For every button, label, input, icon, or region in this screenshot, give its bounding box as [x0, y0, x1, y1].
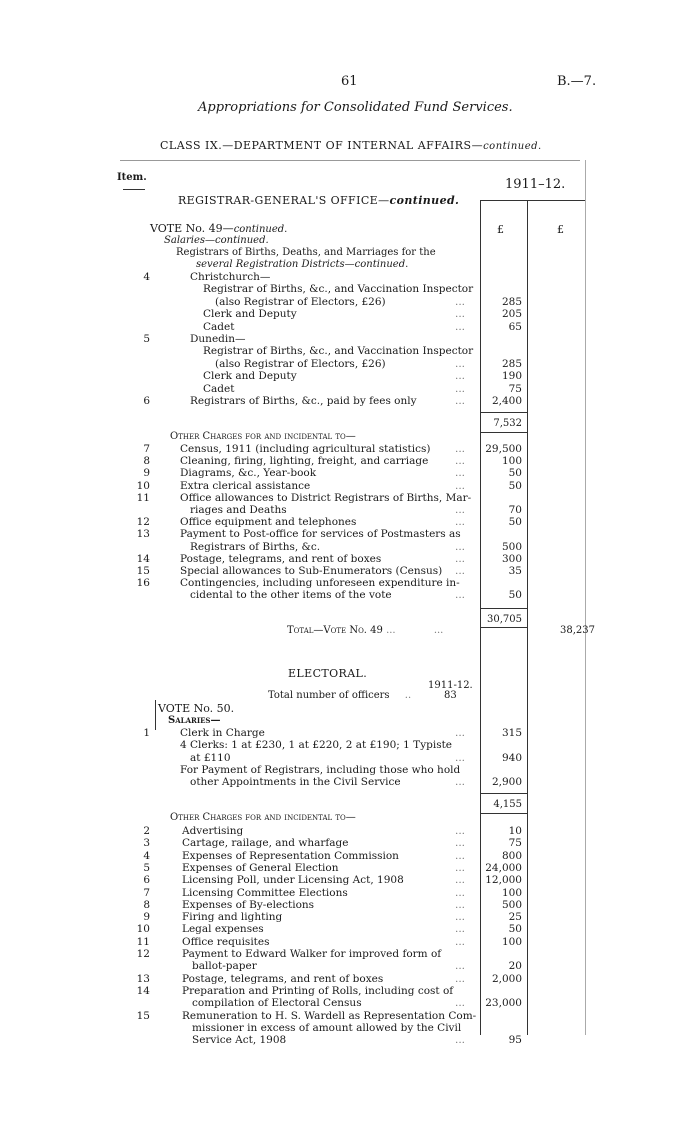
- electoral-other-description: Remuneration to H. S. Wardell as Representation Com-: [182, 1009, 477, 1022]
- electoral-other-description: Postage, telegrams, and rent of boxes: [182, 972, 384, 985]
- electoral-other-item-number: 11: [136, 935, 150, 948]
- class-heading-cont: continued.: [483, 141, 542, 152]
- electoral-salary-row: [0, 776, 700, 789]
- registrar-salary-description: Cadet: [203, 320, 235, 333]
- electoral-other-description: Service Act, 1908: [192, 1034, 287, 1047]
- registrar-other-item-number: 15: [136, 565, 150, 577]
- registrar-salary-row: [0, 296, 700, 309]
- registrar-other-leader-dots: ...: [455, 589, 466, 602]
- electoral-other-row: [0, 936, 700, 949]
- electoral-salary-row: [0, 764, 700, 777]
- registrar-other-row: [0, 577, 700, 590]
- electoral-other-item-number: 4: [143, 849, 150, 862]
- electoral-other-amount: 95: [508, 1034, 522, 1047]
- electoral-other-leader-dots: ...: [455, 923, 466, 936]
- registrar-other-row: [0, 467, 700, 480]
- registrar-salary-description: Clerk and Deputy: [203, 308, 297, 321]
- electoral-salaries-heading: Salaries—: [168, 715, 221, 726]
- electoral-other-item-number: 6: [143, 874, 150, 887]
- registrar-title-text: REGISTRAR-GENERAL'S OFFICE—: [178, 194, 390, 207]
- electoral-other-description: missioner in excess of amount allowed by the Civil: [192, 1021, 462, 1034]
- electoral-other-description: compilation of Electoral Census: [192, 997, 362, 1010]
- electoral-other-row: [0, 985, 700, 998]
- registrar-other-description: cidental to the other items of the vote: [190, 589, 392, 602]
- registrar-salary-leader-dots: ...: [455, 308, 466, 321]
- vote-49-cont: continued.: [233, 224, 288, 235]
- registrar-other-leader-dots: ...: [455, 516, 466, 529]
- electoral-salary-leader-dots: ...: [455, 751, 466, 764]
- electoral-other-amount: 10: [508, 825, 522, 837]
- registrar-other-row: [0, 504, 700, 517]
- vote-50-heading: VOTE No. 50.: [158, 702, 235, 715]
- registrar-other-item-number: 7: [143, 443, 150, 455]
- electoral-other-row: [0, 973, 700, 986]
- registrar-other-leader-dots: ...: [455, 443, 466, 455]
- electoral-other-description: Advertising: [182, 825, 244, 837]
- registrar-other-item-number: 11: [136, 491, 150, 504]
- electoral-year: 1911-12.: [428, 680, 473, 691]
- electoral-other-leader-dots: ...: [455, 935, 466, 948]
- electoral-other-description: Expenses of Representation Commission: [182, 849, 399, 862]
- registrar-salary-row: [0, 358, 700, 371]
- registrar-other-item-number: 8: [143, 455, 150, 468]
- registrar-salary-amount: 75: [508, 382, 522, 395]
- registrar-salary-leader-dots: ...: [455, 357, 466, 370]
- electoral-other-row: [0, 837, 700, 850]
- registrar-salary-description: Dunedin—: [190, 333, 246, 345]
- registrar-salary-leader-dots: ...: [455, 370, 466, 383]
- registrar-other-description: Special allowances to Sub-Enumerators (Census): [180, 565, 443, 577]
- electoral-other-leader-dots: ...: [455, 898, 466, 911]
- registrar-other-amount: 500: [501, 540, 522, 553]
- registrar-other-row: [0, 589, 700, 602]
- registrar-other-row: [0, 541, 700, 554]
- registrar-other-leader-dots: ...: [455, 540, 466, 553]
- registrar-other-amount: 50: [508, 516, 522, 529]
- registrar-other-description: Postage, telegrams, and rent of boxes: [180, 552, 382, 565]
- registrar-salary-item-number: 4: [143, 271, 150, 283]
- electoral-other-row: [0, 850, 700, 863]
- electoral-other-leader-dots: ...: [455, 1034, 466, 1047]
- registrar-other-amount: 35: [508, 565, 522, 577]
- electoral-other-item-number: 8: [143, 898, 150, 911]
- electoral-other-row: [0, 997, 700, 1010]
- registrar-other-item-number: 16: [136, 577, 150, 590]
- registrar-other-row: [0, 443, 700, 456]
- electoral-other-description: Expenses of By-elections: [182, 898, 315, 911]
- electoral-other-description: Licensing Committee Elections: [182, 886, 348, 899]
- registrar-other-description: Payment to Post-office for services of Postmasters as: [180, 528, 461, 541]
- registrar-other-row: [0, 455, 700, 468]
- electoral-other-row: [0, 1010, 700, 1023]
- registrar-salary-row: [0, 345, 700, 358]
- registrar-other-description: Census, 1911 (including agricultural statistics): [180, 443, 431, 455]
- registrar-salary-description: Registrar of Births, &c., and Vaccination Inspector: [203, 283, 474, 296]
- registrar-salary-amount: 285: [501, 357, 522, 370]
- electoral-title: ELECTORAL.: [288, 667, 368, 680]
- electoral-salary-amount: 2,900: [491, 776, 522, 789]
- registrar-salary-description: (also Registrar of Electors, £26): [215, 357, 386, 370]
- registrar-salary-row: [0, 321, 700, 334]
- registrar-other-amount: 50: [508, 479, 522, 492]
- electoral-other-leader-dots: ...: [455, 849, 466, 862]
- registrar-other-row: [0, 492, 700, 505]
- page-number: 61: [341, 74, 358, 89]
- electoral-other-leader-dots: ...: [455, 874, 466, 887]
- registrar-salary-row: [0, 271, 700, 284]
- electoral-other-leader-dots: ...: [455, 825, 466, 837]
- registrar-other-leader-dots: ...: [455, 455, 466, 468]
- registrar-other-description: riages and Deaths: [190, 504, 287, 516]
- vote-49-heading: [150, 222, 287, 235]
- electoral-other-description: Cartage, railage, and wharfage: [182, 837, 349, 850]
- registrar-other-description: Extra clerical assistance: [180, 479, 311, 492]
- electoral-other-row: [0, 887, 700, 900]
- registrar-salary-description: Christchurch—: [190, 271, 271, 283]
- registrar-salary-amount: 285: [501, 295, 522, 308]
- officers-label-text: Total number of officers: [268, 690, 390, 701]
- registrar-salary-item-number: 5: [143, 333, 150, 345]
- registrar-other-leader-dots: ...: [455, 552, 466, 565]
- registrar-other-row: [0, 480, 700, 493]
- electoral-other-row: [0, 948, 700, 961]
- registrar-salary-amount: 190: [501, 370, 522, 383]
- vote-49-text: VOTE No. 49—: [150, 222, 234, 235]
- registrar-salaries-total: 7,532: [493, 418, 522, 429]
- registrar-total-rule: [480, 432, 527, 433]
- electoral-salary-item-number: 1: [143, 727, 150, 739]
- registrar-subtotal-rule: [480, 412, 527, 413]
- registrar-other-total: 30,705: [487, 614, 522, 625]
- year-header-rule: [480, 200, 585, 201]
- electoral-other-amount: 12,000: [485, 874, 522, 887]
- registrar-salary-row: [0, 370, 700, 383]
- header-rule: [120, 160, 580, 161]
- electoral-other-row: [0, 1022, 700, 1035]
- registrar-other-description: Office equipment and telephones: [180, 516, 357, 529]
- registrar-other-leader-dots: ...: [455, 504, 466, 516]
- electoral-other-row: [0, 825, 700, 838]
- registrar-other-amount: 50: [508, 467, 522, 480]
- electoral-salary-description: For Payment of Registrars, including those who hold: [180, 763, 461, 776]
- electoral-other-leader-dots: ...: [455, 972, 466, 985]
- electoral-other-description: ballot-paper: [192, 960, 257, 973]
- electoral-other-amount: 800: [501, 849, 522, 862]
- registrar-other-amount: 70: [508, 504, 522, 516]
- electoral-other-item-number: 14: [136, 984, 150, 997]
- electoral-salary-leader-dots: ...: [455, 776, 466, 789]
- registrar-other-description: Contingencies, including unforeseen expenditure in-: [180, 577, 460, 590]
- registrar-other-total-rule: [480, 627, 527, 628]
- electoral-other-row: [0, 923, 700, 936]
- electoral-salary-amount: 315: [501, 727, 522, 739]
- registrar-salary-row: [0, 383, 700, 396]
- electoral-salary-leader-dots: ...: [455, 727, 466, 739]
- officers-count: 83: [444, 690, 457, 701]
- electoral-other-leader-dots: ...: [455, 997, 466, 1010]
- registrar-salary-amount: 205: [501, 308, 522, 321]
- registrar-salary-description: Registrar of Births, &c., and Vaccination Inspector: [203, 345, 474, 358]
- electoral-salary-amount: 940: [501, 751, 522, 764]
- electoral-other-item-number: 13: [136, 972, 150, 985]
- registrars-line-2: several Registration Districts—continued.: [196, 259, 409, 270]
- electoral-other-amount: 50: [508, 923, 522, 936]
- electoral-bracket: [155, 700, 156, 730]
- class-heading: [160, 139, 542, 152]
- electoral-other-amount: 24,000: [485, 861, 522, 874]
- electoral-other-amount: 100: [501, 935, 522, 948]
- electoral-other-leader-dots: ...: [455, 911, 466, 924]
- registrar-other-row: [0, 516, 700, 529]
- registrar-other-item-number: 13: [136, 528, 150, 541]
- registrar-title-cont: continued.: [389, 194, 460, 207]
- electoral-other-amount: 20: [508, 960, 522, 973]
- electoral-other-leader-dots: ...: [455, 960, 466, 973]
- electoral-total-rule: [480, 813, 527, 814]
- registrar-salary-amount: 65: [508, 320, 522, 333]
- registrar-salary-row: [0, 308, 700, 321]
- pound-sign-2: £: [557, 223, 564, 236]
- registrar-other-charges-heading: Other Charges for and incidental to—: [170, 431, 356, 442]
- vote-49-total-label: Total—Vote No. 49 ... ...: [287, 625, 444, 636]
- registrar-other-row: [0, 528, 700, 541]
- electoral-other-item-number: 5: [143, 861, 150, 874]
- registrar-other-item-number: 12: [136, 516, 150, 529]
- item-header-rule: [123, 189, 145, 190]
- registrar-salary-leader-dots: ...: [455, 295, 466, 308]
- registrar-salary-leader-dots: ...: [455, 382, 466, 395]
- electoral-salary-description: 4 Clerks: 1 at £230, 1 at £220, 2 at £190; 1 Typiste: [180, 739, 453, 752]
- registrar-salary-leader-dots: ...: [455, 320, 466, 333]
- electoral-other-item-number: 7: [143, 886, 150, 899]
- electoral-other-row: [0, 960, 700, 973]
- electoral-other-amount: 25: [508, 911, 522, 924]
- registrar-salary-description: Registrars of Births, &c., paid by fees only: [190, 395, 417, 407]
- electoral-other-description: Licensing Poll, under Licensing Act, 1908: [182, 874, 404, 887]
- registrar-salary-leader-dots: ...: [455, 395, 466, 407]
- electoral-other-item-number: 12: [136, 948, 150, 960]
- salaries-heading: Salaries—continued.: [164, 235, 269, 246]
- electoral-salaries-total: 4,155: [493, 799, 522, 810]
- registrar-salary-item-number: 6: [143, 395, 150, 407]
- registrar-salary-row: [0, 283, 700, 296]
- electoral-subtotal-rule: [480, 793, 527, 794]
- electoral-other-amount: 500: [501, 898, 522, 911]
- registrar-other-rule: [480, 608, 527, 609]
- registrar-other-amount: 50: [508, 589, 522, 602]
- electoral-salary-description: other Appointments in the Civil Service: [190, 776, 401, 789]
- vote-49-total-text: Total—Vote No. 49: [287, 625, 383, 636]
- registrar-salary-amount: 2,400: [491, 395, 522, 407]
- electoral-other-description: Payment to Edward Walker for improved form of: [182, 948, 442, 960]
- electoral-other-row: [0, 911, 700, 924]
- electoral-other-amount: 100: [501, 886, 522, 899]
- electoral-other-description: Firing and lighting: [182, 911, 283, 924]
- registrar-other-description: Office allowances to District Registrars of Births, Mar-: [180, 491, 472, 504]
- registrar-salary-description: Clerk and Deputy: [203, 370, 297, 383]
- officers-label: Total number of officers ..: [268, 690, 412, 701]
- electoral-salary-description: at £110: [190, 751, 231, 764]
- registrar-other-row: [0, 565, 700, 578]
- registrar-other-item-number: 14: [136, 552, 150, 565]
- electoral-salary-row: [0, 739, 700, 752]
- electoral-other-item-number: 15: [136, 1009, 150, 1022]
- registrar-other-item-number: 10: [136, 479, 150, 492]
- registrar-other-leader-dots: ...: [455, 467, 466, 480]
- registrar-other-amount: 100: [501, 455, 522, 468]
- electoral-other-row: [0, 1034, 700, 1047]
- electoral-other-row: [0, 874, 700, 887]
- registrar-other-row: [0, 553, 700, 566]
- registrar-salary-description: (also Registrar of Electors, £26): [215, 295, 386, 308]
- electoral-salary-description: Clerk in Charge: [180, 727, 265, 739]
- registrar-other-amount: 300: [501, 552, 522, 565]
- year-column-header: 1911–12.: [505, 177, 566, 192]
- registrar-salary-row: [0, 333, 700, 346]
- registrar-other-item-number: 9: [143, 467, 150, 480]
- registrars-line-1: Registrars of Births, Deaths, and Marriages for the: [176, 247, 436, 258]
- electoral-other-description: Office requisites: [182, 935, 270, 948]
- registrar-other-leader-dots: ...: [455, 565, 466, 577]
- registrar-salary-row: [0, 395, 700, 408]
- electoral-salary-row: [0, 727, 700, 740]
- electoral-other-item-number: 2: [143, 825, 150, 837]
- electoral-other-charges-heading: Other Charges for and incidental to—: [170, 812, 356, 823]
- electoral-other-description: Preparation and Printing of Rolls, including cost of: [182, 984, 454, 997]
- electoral-other-leader-dots: ...: [455, 861, 466, 874]
- pound-sign-1: £: [497, 223, 504, 236]
- registrar-section-title: [178, 194, 459, 207]
- registrar-other-amount: 29,500: [485, 443, 522, 455]
- electoral-other-amount: 23,000: [485, 997, 522, 1010]
- electoral-other-item-number: 3: [143, 837, 150, 850]
- electoral-other-item-number: 10: [136, 923, 150, 936]
- item-column-header: Item.: [117, 172, 147, 183]
- registrar-other-description: Diagrams, &c., Year-book: [180, 467, 317, 480]
- electoral-other-item-number: 9: [143, 911, 150, 924]
- electoral-other-leader-dots: ...: [455, 886, 466, 899]
- electoral-other-row: [0, 899, 700, 912]
- electoral-other-description: Expenses of General Election: [182, 861, 339, 874]
- electoral-other-amount: 2,000: [491, 972, 522, 985]
- electoral-other-amount: 75: [508, 837, 522, 850]
- registrar-other-description: Cleaning, firing, lighting, freight, and carriage: [180, 455, 429, 468]
- electoral-other-description: Legal expenses: [182, 923, 264, 936]
- electoral-other-row: [0, 862, 700, 875]
- page-title: Appropriations for Consolidated Fund Services.: [198, 100, 513, 115]
- class-heading-text: CLASS IX.—DEPARTMENT OF INTERNAL AFFAIRS—: [160, 139, 484, 152]
- registrar-other-leader-dots: ...: [455, 479, 466, 492]
- electoral-other-leader-dots: ...: [455, 837, 466, 850]
- vote-49-grand-total: 38,237: [560, 625, 595, 636]
- electoral-salary-row: [0, 752, 700, 765]
- registrar-salary-description: Cadet: [203, 382, 235, 395]
- registrar-other-description: Registrars of Births, &c.: [190, 540, 321, 553]
- document-reference: B.—7.: [557, 74, 597, 89]
